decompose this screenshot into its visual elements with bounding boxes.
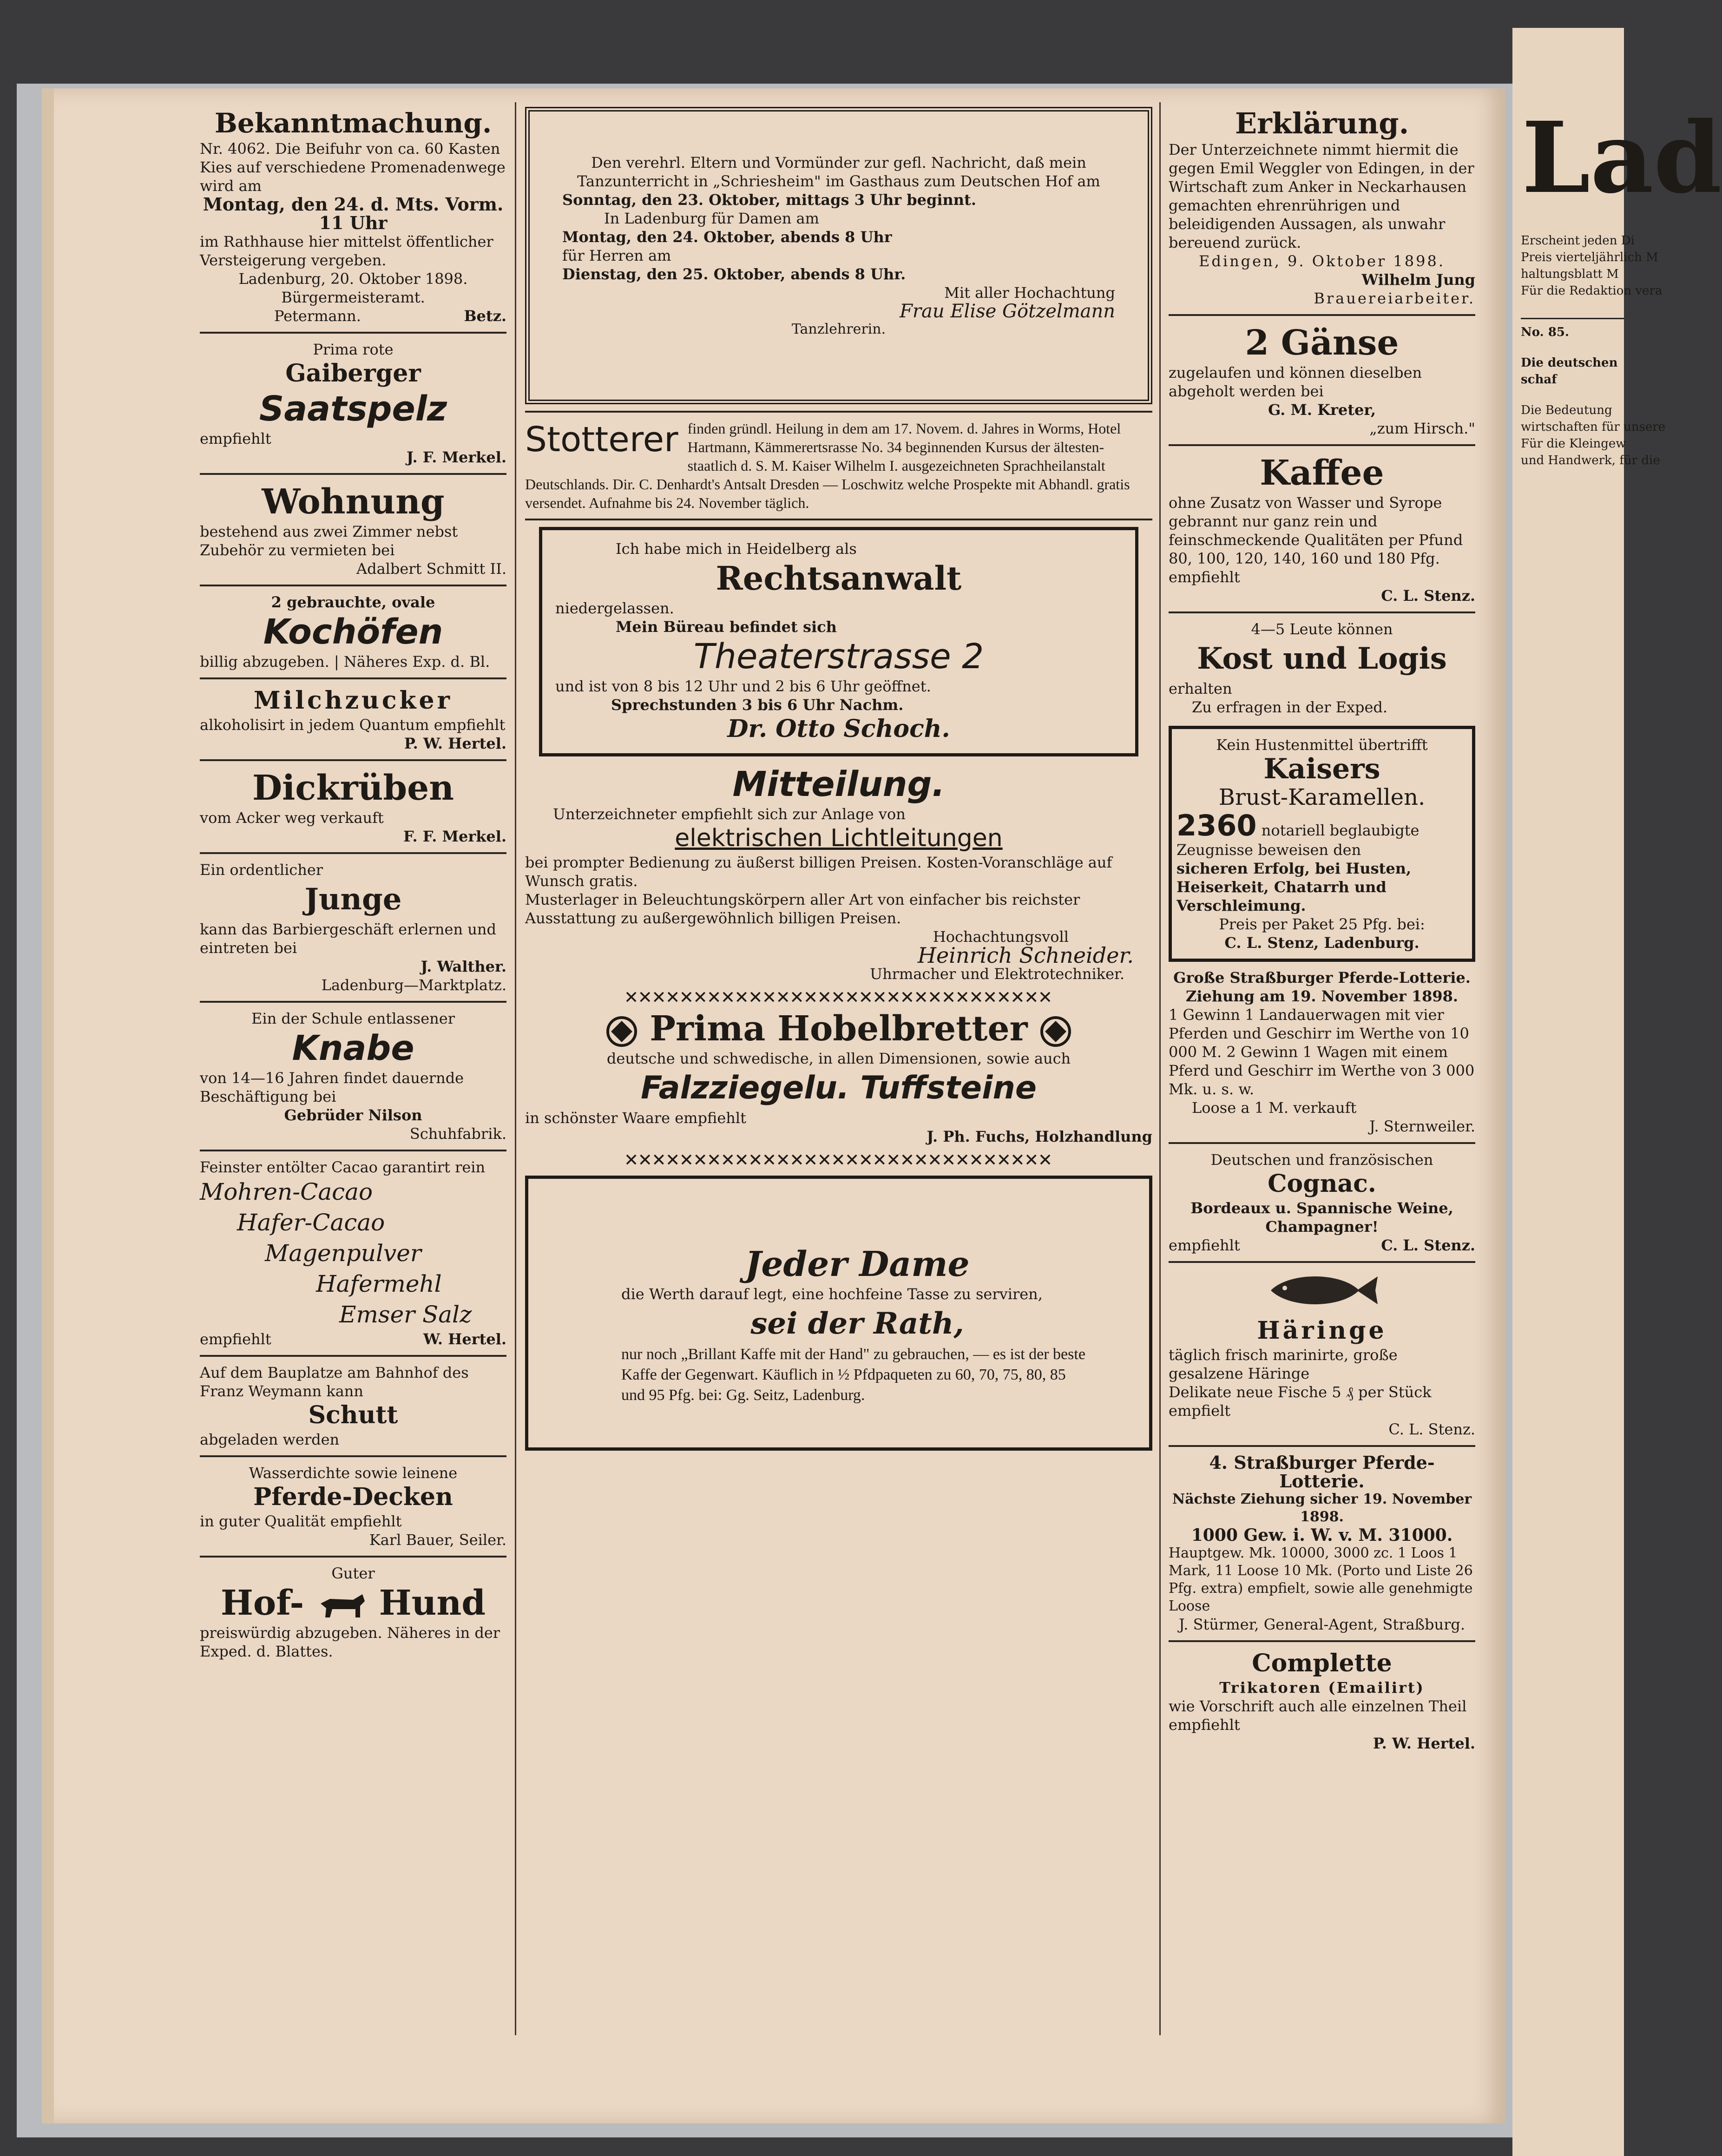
ad-headline: Mitteilung. — [732, 764, 945, 804]
ad-headline: Prima Hobelbretter — [650, 1009, 1028, 1049]
ad-signature: F. F. Merkel. — [403, 828, 506, 845]
ad-text: 1000 Gew. i. W. v. M. 31000. — [1191, 1525, 1453, 1545]
ad-pre: Wasserdichte sowie leinene — [249, 1464, 458, 1482]
ad-pferdedecken — [200, 1464, 506, 1549]
ad-text: Nr. 4062. Die Beifuhr von ca. 60 Kasten Kies auf verschiedene Promenadenwege wird am — [200, 140, 506, 195]
ad-text: ohne Zusatz von Wasser und Syrope gebrannt nur ganz rein und feinschmeckende Qualitäten per Pfund 80, 100, 120, 140, 160 und 180 Pfg. empfiehlt — [1169, 494, 1463, 586]
ad-sub: Uhrmacher und Elektrotechniker. — [870, 965, 1124, 983]
ad-headline: Kaisers — [1263, 753, 1380, 785]
ad-schutt — [200, 1363, 506, 1449]
rule — [200, 332, 506, 334]
ad-sub: „zum Hirsch." — [1369, 420, 1475, 437]
ad-tanzunterricht — [525, 107, 1152, 404]
ad-signature: J. Stürmer, General-Agent, Straßburg. — [1178, 1616, 1466, 1633]
ad-signature: C. L. Stenz. — [1388, 1420, 1475, 1438]
text-line: Erscheint jeden Di — [1521, 234, 1635, 248]
headline-part: Hund — [379, 1583, 486, 1623]
ad-pferde-lotterie — [1169, 968, 1475, 1136]
ad-knabe — [200, 1009, 506, 1143]
ad-mitteilung — [525, 764, 1152, 983]
ad-text: Sprechstunden 3 bis 6 Uhr Nachm. — [611, 696, 904, 714]
ad-signature: P. W. Hertel. — [404, 735, 506, 752]
product-list — [200, 1177, 506, 1330]
ad-subheadline: Falzziegelu. Tuffsteine — [640, 1070, 1037, 1106]
ad-headline: Junge — [304, 882, 402, 917]
ad-signature: P. W. Hertel. — [1373, 1735, 1475, 1752]
text-line: Preis vierteljährlich M — [1521, 250, 1658, 264]
rule — [200, 473, 506, 475]
ad-signature: C. L. Stenz. — [1381, 1236, 1475, 1254]
ad-headline-row — [525, 1008, 1152, 1049]
ad-sub: Brauereiarbeiter. — [1314, 289, 1475, 307]
ad-kochoefen — [200, 593, 506, 671]
ad-title: Erklärung. — [1235, 106, 1409, 140]
list-item: Mohren-Cacao — [200, 1178, 373, 1205]
ad-text: Dienstag, den 25. Oktober, abends 8 Uhr. — [562, 265, 906, 283]
ad-pre: Ein ordentlicher — [200, 861, 323, 879]
column-middle — [525, 107, 1152, 1451]
ad-text: erhalten — [1169, 680, 1232, 697]
ad-text: wie Vorschrift auch alle einzelnen Theil empfiehlt — [1169, 1697, 1467, 1734]
ad-text: Mein Büreau befindet sich — [616, 618, 837, 636]
rule — [1169, 444, 1475, 446]
ad-text: deutsche und schwedische, in allen Dimensionen, sowie auch — [606, 1050, 1071, 1067]
rule — [1169, 1261, 1475, 1263]
text-line: schaf — [1521, 373, 1557, 387]
ad-signature: Wilhelm Jung — [1361, 271, 1475, 289]
ad-text: Mit aller Hochachtung — [944, 284, 1115, 302]
ad-text: Loose a 1 M. verkauft — [1192, 1099, 1357, 1117]
rule — [200, 852, 506, 854]
text-line: Für die Kleingew — [1521, 437, 1626, 451]
ad-title: Bekanntmachung. — [214, 107, 492, 139]
ad-cacao — [200, 1158, 506, 1348]
ad-text: finden gründl. Heilung in dem am 17. Novem. d. Jahres in Worms, Hotel Hartmann, Kämmerertsrasse No. 34 beginnenden Kursus der ältesten-staatlich d. S. M. Kaiser Wilhelm I. ausgezeichneten Sprachheilanstalt Deutschlands. Dir. C. Denhardt's Antsalt Dresden — Loschwitz welche Prospekte mit Abhandl. gratis versendet. Aufnahme bis 24. November täglich. — [525, 420, 1130, 511]
ad-rechtsanwalt — [539, 527, 1138, 756]
ad-text: Kein Hustenmittel übertrifft — [1216, 736, 1428, 754]
ad-pre: 2 gebrauchte, ovale — [271, 593, 435, 611]
ad-text: im Rathhause hier mittelst öffentlicher Versteigerung vergeben. — [200, 233, 493, 269]
ad-pre: Ein der Schule entlassener — [251, 1010, 455, 1027]
ad-signature: Gebrüder Nilson — [284, 1106, 422, 1124]
ad-pre: Feinster entölter Cacao garantirt rein — [200, 1158, 486, 1176]
ad-place: Ladenburg, 20. Oktober 1898. — [238, 270, 468, 288]
text-line: und Handwerk, für die — [1521, 454, 1660, 467]
ad-text: Zu erfragen in der Exped. — [1192, 698, 1388, 716]
list-item: Emser Salz — [339, 1301, 472, 1328]
ad-headline: Kochöfen — [263, 612, 443, 652]
ad-hobelbretter — [525, 1008, 1152, 1146]
list-item: Hafer-Cacao — [237, 1209, 385, 1236]
rule — [1169, 1640, 1475, 1642]
rule — [200, 677, 506, 679]
ad-signature: C. L. Stenz, Ladenburg. — [1224, 934, 1420, 952]
rule — [1169, 314, 1475, 316]
ad-text: Montag, den 24. Oktober, abends 8 Uhr — [562, 228, 892, 246]
masthead: Lad — [1522, 100, 1722, 215]
ad-place: Ladenburg—Marktplatz. — [321, 976, 506, 994]
rule — [525, 519, 1152, 520]
issue-number: No. 85. — [1521, 318, 1624, 341]
ad-signature: Dr. Otto Schoch. — [727, 715, 950, 743]
ad-text: preiswürdig abzugeben. Näheres in der Exped. d. Blattes. — [200, 1624, 500, 1660]
ad-text: Hauptgew. Mk. 10000, 3000 zc. 1 Loos 1 Mark, 11 Loose 10 Mk. (Porto und Liste 26 Pfg. extra) empfielt, sowie alle genehmigte Loose — [1169, 1545, 1473, 1614]
ad-text: in schönster Waare empfiehlt — [525, 1109, 746, 1127]
rule — [200, 759, 506, 761]
rule — [1169, 611, 1475, 613]
column-left — [200, 107, 506, 1661]
ad-text: empfiehlt — [1169, 1236, 1240, 1254]
ad-text: empfiehlt — [200, 430, 271, 447]
ad-text: bestehend aus zwei Zimmer nebst Zubehör zu vermieten bei — [200, 523, 458, 559]
ad-signature: W. Hertel. — [423, 1330, 506, 1348]
ad-headline: Kaffee — [1260, 453, 1384, 493]
rule — [200, 1001, 506, 1003]
ad-text: notariell beglaubigte Zeugnisse beweisen den — [1176, 822, 1420, 859]
ad-kost-logis — [1169, 620, 1475, 716]
rule — [200, 1355, 506, 1357]
ad-headline: Dickrüben — [252, 768, 454, 808]
ad-headline: Wohnung — [262, 482, 445, 522]
ad-text: vom Acker weg verkauft — [200, 809, 384, 827]
fish-icon — [1262, 1269, 1382, 1311]
ad-dickrueben — [200, 768, 506, 846]
ad-signature: G. M. Kreter, — [1268, 401, 1376, 419]
column-divider-1 — [515, 102, 516, 2035]
ad-text: Nächste Ziehung sicher 19. November 1898. — [1172, 1491, 1472, 1525]
ad-pre: Deutschen und französischen — [1210, 1151, 1433, 1169]
ad-headline: Häringe — [1257, 1316, 1387, 1345]
ad-signature: Petermann. — [274, 307, 361, 325]
ad-text: Den verehrl. Eltern und Vormünder zur gefl. Nachricht, daß mein Tanzunterricht in „Schriesheim" im Gasthaus zum Deutschen Hof am — [577, 154, 1100, 190]
ad-price: Preis per Paket 25 Pfg. bei: — [1219, 915, 1425, 933]
ad-headline: Stotterer — [525, 420, 678, 460]
ad-junge — [200, 861, 506, 994]
ad-headline: Pferde-Decken — [253, 1483, 453, 1511]
ad-wohnung — [200, 481, 506, 578]
ad-lotterie-4 — [1169, 1453, 1475, 1634]
ad-signature: Heinrich Schneider. — [917, 943, 1134, 968]
ad-pre: 4—5 Leute können — [1251, 620, 1393, 638]
ad-subheadline: elektrischen Lichtleitungen — [675, 824, 1003, 852]
diamond-ornament-icon — [1039, 1015, 1072, 1048]
text-line: Die deutschen — [1521, 356, 1618, 370]
ad-milchzucker — [200, 686, 506, 753]
ad-text: Der Unterzeichnete nimmt hiermit die gegen Emil Weggler von Edingen, in der Wirtschaft zum Anker in Neckarhausen gemachten ehrenrührigen und beleidigenden Aussagen, als unwahr bereuend zurück. — [1169, 141, 1474, 251]
column-right — [1169, 107, 1475, 1753]
ad-text: Unterzeichneter empfiehlt sich zur Anlage von — [553, 805, 906, 823]
ad-signature: J. Sternweiler. — [1369, 1117, 1475, 1135]
ad-text: Delikate neue Fische 5 ₰ per Stück empfielt — [1169, 1383, 1432, 1420]
ad-pre: Guter — [331, 1564, 375, 1582]
ad-signature: Karl Bauer, Seiler. — [369, 1531, 506, 1549]
ad-text: Sonntag, den 23. Oktober, mittags 3 Uhr beginnt. — [562, 191, 976, 209]
ad-headline: Rechtsanwalt — [716, 559, 962, 598]
ad-text: 1 Gewinn 1 Landauerwagen mit vier Pferden und Geschirr im Werthe von 10 000 M. 2 Gewinn 1 Wagen mit einem Pferd und Geschirr im Werthe von 3 000 Mk. u. s. w. — [1169, 1006, 1475, 1098]
text-line: haltungsblatt M — [1521, 267, 1619, 281]
list-item: Hafermehl — [316, 1270, 442, 1297]
ad-date: Montag, den 24. d. Mts. Vorm. 11 Uhr — [203, 194, 504, 233]
adjacent-page — [1512, 28, 1722, 2156]
ad-text: niedergelassen. — [555, 599, 674, 617]
ad-address: Theaterstrasse 2 — [693, 637, 984, 677]
ad-text: abgeladen werden — [200, 1431, 340, 1448]
ad-text: Ich habe mich in Heidelberg als — [616, 540, 857, 558]
ad-complette — [1169, 1649, 1475, 1753]
ad-headline: 2 Gänse — [1245, 323, 1399, 363]
ornament-row: ✕✕✕✕✕✕✕✕✕✕✕✕✕✕✕✕✕✕✕✕✕✕✕✕✕✕✕✕✕✕✕ — [624, 1146, 1053, 1171]
ad-sub: Tanzlehrerin. — [791, 321, 886, 337]
rule — [200, 585, 506, 586]
ad-stotterer — [525, 419, 1152, 512]
ad-jeder-dame — [525, 1176, 1152, 1451]
list-item: Magenpulver — [265, 1240, 421, 1267]
ad-text: Ziehung am 19. November 1898. — [1185, 987, 1459, 1005]
ad-saatspelz — [200, 340, 506, 467]
text-line: Die Bedeutung — [1521, 403, 1612, 417]
ad-office: Bürgermeisteramt. — [281, 289, 425, 306]
ad-signature: Frau Elise Götzelmann — [900, 301, 1115, 322]
ad-signature: J. Ph. Fuchs, Holzhandlung — [927, 1128, 1152, 1145]
ad-hofhund — [200, 1564, 506, 1661]
ad-place: Edingen, 9. Oktober 1898. — [1198, 252, 1445, 270]
ad-number: 2360 — [1176, 808, 1257, 842]
ad-headline: Milchzucker — [253, 686, 453, 715]
ad-headline: Saatspelz — [259, 389, 447, 429]
ad-headline: Complette — [1252, 1649, 1392, 1677]
ad-signature: J. F. Merkel. — [406, 448, 506, 466]
column-divider-2 — [1159, 102, 1161, 2035]
rule — [1169, 1142, 1475, 1144]
rule — [200, 1150, 506, 1151]
ad-text-row — [1176, 808, 1467, 859]
rule — [525, 411, 1152, 413]
rule — [200, 1556, 506, 1558]
text-line: wirtschaften für unsere — [1521, 420, 1666, 434]
ad-title: Große Straßburger Pferde-Lotterie. — [1173, 969, 1471, 986]
ad-text: für Herren am — [562, 247, 671, 264]
ad-text: Auf dem Bauplatze am Bahnhof des Franz Weymann kann — [200, 1364, 469, 1400]
ad-headline: Jeder Dame — [745, 1244, 970, 1284]
ad-kaffee — [1169, 453, 1475, 605]
ad-text: In Ladenburg für Damen am — [604, 210, 819, 227]
ad-subheadline: Trikatoren (Emailirt) — [1219, 1679, 1425, 1696]
ad-karamellen — [1169, 726, 1475, 962]
ad-text: von 14—16 Jahren findet dauernde Beschäftigung bei — [200, 1069, 464, 1105]
rule — [200, 1455, 506, 1457]
ad-title: 4. Straßburger Pferde-Lotterie. — [1209, 1452, 1435, 1492]
ad-text: zugelaufen und können dieselben abgeholt werden bei — [1169, 364, 1422, 400]
diamond-ornament-icon — [605, 1015, 638, 1048]
ad-subheadline: Brust-Karamellen. — [1218, 784, 1426, 810]
ad-text: kann das Barbiergeschäft erlernen und eintreten bei — [200, 920, 496, 957]
ad-pre: Prima rote — [313, 341, 394, 358]
ad-headline: Schutt — [308, 1401, 398, 1429]
ad-text: nur noch „Brillant Kaffe mit der Hand" zu gebrauchen, — es ist der beste Kaffe der Gegenwart. Käuflich in ½ Pfdpaqueten zu 60, 70, 75, 80, 85 und 95 Pfg. bei: Gg. Seitz, Ladenburg. — [621, 1346, 1085, 1404]
ad-signature: Adalbert Schmitt II. — [356, 560, 506, 578]
dog-icon — [316, 1590, 367, 1622]
ad-text: billig abzugeben. | Näheres Exp. d. Bl. — [200, 653, 490, 670]
ad-erklaerung — [1169, 107, 1475, 308]
ad-headline — [200, 1583, 506, 1624]
ad-signature: C. L. Stenz. — [1381, 587, 1475, 605]
ad-text: täglich frisch marinirte, große gesalzene Häringe — [1169, 1346, 1398, 1382]
ad-text: die Werth darauf legt, eine hochfeine Tasse zu serviren, — [621, 1285, 1043, 1303]
ad-headline: Kost und Logis — [1197, 641, 1447, 676]
ad-sub: Schuhfabrik. — [409, 1125, 506, 1143]
ad-text: Hochachtungsvoll — [933, 928, 1069, 946]
ad-haeringe — [1169, 1269, 1475, 1439]
ad-name: Gaiberger — [285, 359, 421, 388]
ad-subheadline: Bordeaux u. Spannische Weine, Champagner! — [1190, 1199, 1453, 1236]
ad-bekanntmachung — [200, 107, 506, 325]
ad-text: sicheren Erfolg, bei Husten, Heiserkeit, Chatarrh und Verschleimung. — [1176, 860, 1412, 914]
ad-subheadline: sei der Rath, — [750, 1306, 964, 1341]
ad-signature: Betz. — [464, 307, 506, 325]
ad-signature: J. Walther. — [421, 958, 506, 975]
rule — [1169, 1445, 1475, 1447]
ad-text: und ist von 8 bis 12 Uhr und 2 bis 6 Uhr geöffnet. — [555, 677, 931, 695]
ad-text: bei prompter Bedienung zu äußerst billigen Preisen. Kosten-Voranschläge auf Wunsch gratis. — [525, 854, 1112, 890]
ad-text: alkoholisirt in jedem Quantum empfiehlt — [200, 716, 506, 734]
adjacent-text — [1521, 232, 1666, 469]
ad-headline: Knabe — [292, 1028, 414, 1068]
headline-part: Hof- — [221, 1583, 304, 1623]
ad-text: Musterlager in Beleuchtungskörpern aller Art von einfacher bis reichster Ausstattung zu außergewöhnlich billigen Preisen. — [525, 891, 1080, 927]
ad-gaense — [1169, 322, 1475, 438]
ad-text: in guter Qualität empfiehlt — [200, 1512, 402, 1530]
ad-headline: Cognac. — [1268, 1170, 1376, 1198]
ad-cognac — [1169, 1150, 1475, 1255]
ad-text: empfiehlt — [200, 1330, 271, 1348]
ornament-row: ✕✕✕✕✕✕✕✕✕✕✕✕✕✕✕✕✕✕✕✕✕✕✕✕✕✕✕✕✕✕✕ — [624, 983, 1053, 1008]
text-line: Für die Redaktion vera — [1521, 284, 1663, 298]
